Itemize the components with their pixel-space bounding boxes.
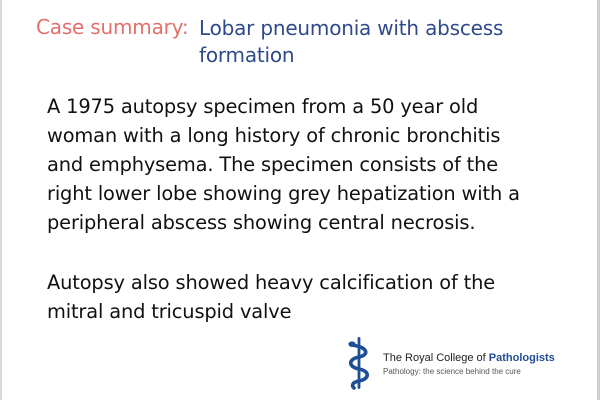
description-line: woman with a long history of chronic bronchitis xyxy=(47,124,501,147)
rcpath-logo xyxy=(345,335,575,391)
description-line: right lower lobe showing grey hepatization with a xyxy=(47,182,520,205)
rcpath-name-prefix: The Royal College of xyxy=(383,352,489,364)
case-title xyxy=(199,15,529,69)
autopsy-findings xyxy=(47,268,577,326)
rcpath-tagline: Pathology: the science behind the cure xyxy=(383,367,521,376)
description-line: A 1975 autopsy specimen from a 50 year old xyxy=(47,95,479,118)
case-title-line: Lobar pneumonia with abscess xyxy=(199,16,504,40)
rcpath-name-accent: Pathologists xyxy=(488,352,555,364)
case-description xyxy=(47,92,577,237)
findings-line: Autopsy also showed heavy calcification of the xyxy=(47,271,496,294)
rcpath-name xyxy=(383,352,555,364)
slide-left-edge xyxy=(0,0,2,400)
description-line: and emphysema. The specimen consists of the xyxy=(47,153,499,176)
case-title-line: formation xyxy=(199,43,295,67)
findings-line: mitral and tricuspid valve xyxy=(47,300,292,323)
description-line: peripheral abscess showing central necrosis. xyxy=(47,211,476,234)
rcpath-serpent-icon xyxy=(345,335,373,391)
case-summary-label: Case summary: xyxy=(36,15,189,39)
